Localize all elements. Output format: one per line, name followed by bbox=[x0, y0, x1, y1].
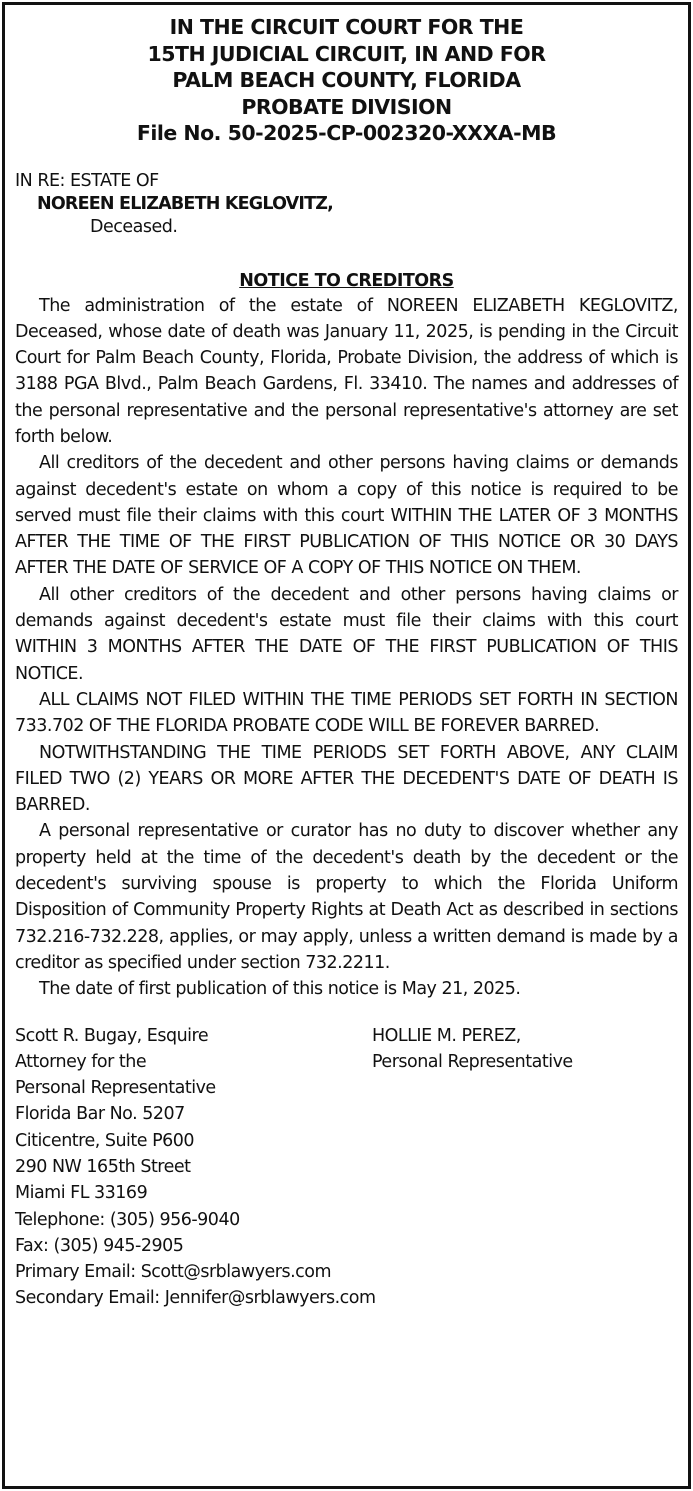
court-header bbox=[5, 14, 688, 147]
court-line-2: 15TH JUDICIAL CIRCUIT, IN AND FOR bbox=[147, 41, 546, 66]
notice-frame bbox=[2, 2, 691, 1489]
representative-name: HOLLIE M. PEREZ, bbox=[372, 1025, 521, 1046]
attorney-city: Miami FL 33169 bbox=[15, 1183, 148, 1204]
attorney-primary-email: Primary Email: Scott@srblawyers.com bbox=[15, 1262, 332, 1283]
paragraph-notwithstanding: NOTWITHSTANDING THE TIME PERIODS SET FORTH ABOVE, ANY CLAIM FILED TWO (2) YEARS OR MORE AFTER THE DECEDENT'S DATE OF DEATH IS BARRED. bbox=[15, 742, 678, 816]
case-caption bbox=[15, 170, 688, 239]
deceased-label: Deceased. bbox=[90, 216, 178, 237]
notice-heading: NOTICE TO CREDITORS bbox=[239, 270, 454, 291]
attorney-telephone: Telephone: (305) 956-9040 bbox=[15, 1209, 240, 1230]
paragraph-claims-barred: ALL CLAIMS NOT FILED WITHIN THE TIME PERIODS SET FORTH IN SECTION 733.702 OF THE FLORIDA PROBATE CODE WILL BE FOREVER BARRED. bbox=[15, 689, 678, 737]
paragraph-publication-date: The date of first publication of this notice is May 21, 2025. bbox=[39, 979, 521, 1000]
paragraph-administration: The administration of the estate of NOREEN ELIZABETH KEGLOVITZ, Deceased, whose date of death was January 11, 2025, is pending in the Circuit Court for Palm Beach County, Florida, Probate Division, the address of which is 3188 PGA Blvd., Palm Beach Gardens, Fl. 33410. The names and addresses of the personal representative and the personal representative's attorney are set forth below. bbox=[15, 295, 678, 447]
representative-role: Personal Representative bbox=[372, 1051, 573, 1072]
decedent-name: NOREEN ELIZABETH KEGLOVITZ, bbox=[37, 193, 334, 214]
attorney-block bbox=[15, 1023, 688, 1312]
attorney-name: Scott R. Bugay, Esquire bbox=[15, 1025, 209, 1046]
court-line-4: PROBATE DIVISION bbox=[241, 94, 452, 119]
attorney-suite: Citicentre, Suite P600 bbox=[15, 1130, 195, 1151]
signature-block bbox=[15, 1023, 688, 1312]
paragraph-other-creditors: All other creditors of the decedent and other persons having claims or demands against decedent's estate must file their claims with this court WITHIN 3 MONTHS AFTER THE DATE OF THE FIRST PUBLICATION OF THIS NOTICE. bbox=[15, 584, 678, 684]
in-re-label: IN RE: ESTATE OF bbox=[15, 170, 159, 191]
representative-block bbox=[372, 1023, 573, 1076]
file-number: File No. 50-2025-CP-002320-XXXA-MB bbox=[136, 121, 557, 145]
notice-body bbox=[15, 293, 678, 1003]
court-line-1: IN THE CIRCUIT COURT FOR THE bbox=[169, 15, 524, 39]
attorney-street: 290 NW 165th Street bbox=[15, 1157, 191, 1177]
attorney-role-2: Personal Representative bbox=[15, 1078, 216, 1099]
attorney-bar-number: Florida Bar No. 5207 bbox=[15, 1104, 185, 1125]
attorney-role-1: Attorney for the bbox=[15, 1051, 147, 1072]
court-line-3: PALM BEACH COUNTY, FLORIDA bbox=[172, 68, 521, 92]
paragraph-community-property: A personal representative or curator has no duty to discover whether any property held at the time of the decedent's death by the decedent or the decedent's surviving spouse is property to which the Florida Uniform Disposition of Community Property Rights at Death Act as described in sections 732.216-732.228, applies, or may apply, unless a written demand is made by a creditor as specified under section 732.2211. bbox=[15, 821, 678, 973]
attorney-secondary-email: Secondary Email: Jennifer@srblawyers.com bbox=[15, 1288, 376, 1309]
paragraph-served-creditors: All creditors of the decedent and other persons having claims or demands against decedent's estate on whom a copy of this notice is required to be served must file their claims with this court WITHIN THE LATER OF 3 MONTHS AFTER THE TIME OF THE FIRST PUBLICATION OF THIS NOTICE OR 30 DAYS AFTER THE DATE OF SERVICE OF A COPY OF THIS NOTICE ON THEM. bbox=[15, 453, 678, 579]
attorney-fax: Fax: (305) 945-2905 bbox=[15, 1235, 184, 1256]
